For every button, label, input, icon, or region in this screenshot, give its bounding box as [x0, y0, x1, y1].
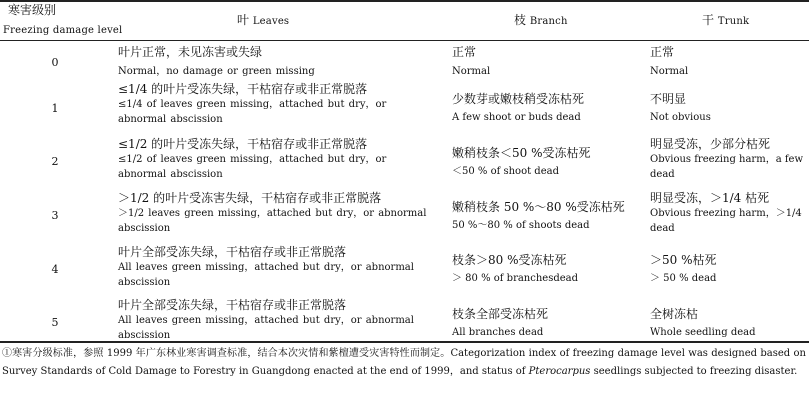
row-0-level: 0 — [51, 56, 59, 69]
row-2-level: 2 — [51, 155, 59, 168]
row-5-branch: 枝条全部受冻枯死 All branches dead — [452, 307, 549, 338]
row-4-trunk: ＞50 %枯死 ＞ 50 % dead — [650, 253, 717, 284]
row-5-trunk: 全树冻枯 Whole seedling dead — [650, 307, 756, 338]
table-bottom-rule — [0, 341, 809, 343]
row-5-leaves: 叶片全部受冻失绿，干枯宿存或非正常脱落 All leaves green missing，attached but dry，or abnormal abscission — [118, 298, 414, 341]
row-3-leaves: ＞1/2 的叶片受冻害失绿，干枯宿存或非正常脱落 ＞1/2 leaves green missing，attached but dry，or abnormal abscission — [118, 191, 427, 234]
row-1-branch: 少数芽或嫩枝稍受冻枯死 A few shoot or buds dead — [452, 92, 585, 123]
table-top-rule — [0, 0, 809, 2]
header-branch: 枝 Branch — [514, 13, 568, 27]
row-4-branch: 枝条＞80 %受冻枯死 ＞ 80 % of branchesdead — [452, 253, 579, 284]
row-1-level: 1 — [51, 102, 59, 115]
row-2-branch: 嫩稍枝条＜50 %受冻枯死 ＜50 % of shoot dead — [452, 146, 591, 177]
row-0-leaves: 叶片正常，未见冻害或失绿 Normal，no damage or green missing — [118, 45, 315, 77]
footnote-genus-italic: Pterocarpus — [528, 366, 591, 377]
row-2-leaves: ≤1/2 的叶片受冻失绿，干枯宿存或非正常脱落 ≤1/2 of leaves green missing，attached but dry，or abnormal abscission — [118, 137, 387, 180]
row-1-leaves: ≤1/4 的叶片受冻失绿，干枯宿存或非正常脱落 ≤1/4 of leaves green missing，attached but dry，or abnormal abscission — [118, 82, 387, 125]
row-0-branch: 正常 Normal — [452, 45, 491, 77]
table-footnote: ①寒害分级标准，参照 1999 年广东林业寒害调查标准，结合本次灾情和紫檀遭受灾害特性而制定。Categorization index of freezing damage level was designed based on Survey Standards of Cold Damage to Forestry in Guangdong enacted at the end of 1999，and status of Pterocarpus seedlings subjected to freezing disaster. — [2, 348, 806, 377]
header-trunk: 干 Trunk — [702, 13, 750, 27]
row-3-trunk: 明显受冻，＞1/4 枯死 Obvious freezing harm，＞1/4 dead — [650, 191, 802, 234]
row-5-level: 5 — [51, 316, 59, 329]
table-header-rule — [0, 40, 809, 41]
header-level-en: Freezing damage level — [3, 25, 123, 36]
row-1-trunk: 不明显 Not obvious — [650, 92, 711, 123]
row-3-level: 3 — [51, 209, 59, 222]
row-4-level: 4 — [51, 263, 59, 276]
row-3-branch: 嫩稍枝条 50 %～80 %受冻枯死 50 %～80 % of shoots dead — [452, 200, 625, 231]
row-0-trunk: 正常 Normal — [650, 45, 689, 77]
row-2-trunk: 明显受冻，少部分枯死 Obvious freezing harm，a few dead — [650, 137, 804, 180]
header-leaves: 叶 Leaves — [237, 13, 290, 27]
header-level-cn: 寒害级别 — [8, 3, 57, 17]
row-4-leaves: 叶片全部受冻失绿，干枯宿存或非正常脱落 All leaves green missing，attached but dry，or abnormal abscission — [118, 245, 414, 288]
